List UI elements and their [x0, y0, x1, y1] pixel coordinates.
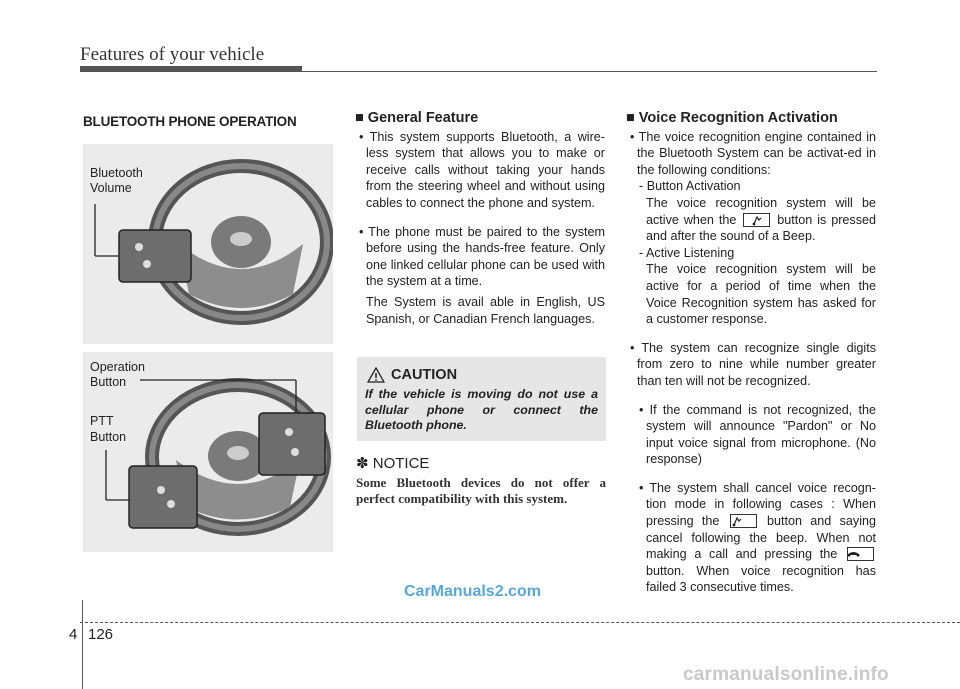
- notice-block: [356, 454, 606, 506]
- figure-label-volume: Volume: [90, 181, 132, 195]
- cancel-text-post: button. When voice recognition has failed 3 consecutive times.: [646, 563, 876, 595]
- caution-header: [367, 367, 598, 383]
- voice-recognition-column: [626, 110, 876, 596]
- notice-text: Some Bluetooth devices do not offer a perfect compatibility with this system.: [356, 475, 606, 506]
- voice-paragraph-1: • The voice recognition engine contained in the Bluetooth System can be activat-ed in the following conditions:: [630, 129, 876, 177]
- general-feature-heading: ■ General Feature: [355, 110, 479, 126]
- voice-recognition-heading: ■ Voice Recognition Activation: [626, 110, 838, 126]
- general-feature-paragraph-3: The System is avail able in English, US Spanish, or Canadian French languages.: [366, 294, 605, 326]
- general-feature-column: [355, 110, 605, 327]
- active-listening-text: The voice recognition system will be active for a period of time when the Voice Recognition system has asked for a customer response.: [646, 262, 876, 327]
- warning-triangle-icon: [367, 367, 385, 383]
- page-number: 126: [88, 626, 114, 643]
- end-call-button-icon: [847, 547, 874, 561]
- talk-button-icon-2: [730, 514, 757, 528]
- figure-label-operation: Operation: [90, 360, 145, 374]
- button-activation-pre: The voice recognition system will be active when the: [646, 195, 876, 227]
- figure-bluetooth-volume: [83, 144, 333, 344]
- button-activation-label: - Button Activation: [639, 179, 741, 194]
- general-feature-paragraph-2: • The phone must be paired to the system before using the hands-free feature. Only one linked cellular phone can be used with the system at a time.: [359, 224, 605, 289]
- general-feature-paragraph-1: • This system supports Bluetooth, a wire-less system that allows you to make or receive calls without taking your hands from the steering wheel and without using cables to connect the phone and system.: [359, 129, 605, 210]
- chapter-number: 4: [69, 626, 78, 643]
- footer-rule: [80, 622, 960, 623]
- active-listening-label: - Active Listening: [639, 245, 735, 260]
- cancel-text-mid: button and saying cancel following the beep. When not making a call and pressing the: [646, 514, 877, 562]
- figure-label-bluetooth: Bluetooth: [90, 166, 143, 180]
- figure-label-ptt: PTT: [90, 414, 114, 428]
- cancel-text-pre: • The system shall cancel voice recogn-tion mode in following cases : When pressing the: [639, 480, 876, 529]
- voice-paragraph-3: • If the command is not recognized, the system will announce "Pardon" or No input voice signal from microphone. (No response): [639, 402, 876, 467]
- figure-operation-ptt: [83, 352, 333, 552]
- page-header-title: Features of your vehicle: [80, 44, 265, 65]
- voice-paragraph-4: [626, 480, 876, 596]
- footer-vertical-rule: [82, 600, 83, 689]
- header-rule: [80, 71, 877, 72]
- figure-label-ptt-button: Button: [90, 430, 127, 444]
- talk-button-icon: [743, 213, 770, 227]
- caution-text: If the vehicle is moving do not use a cellular phone or connect the Bluetooth phone.: [365, 387, 598, 432]
- button-activation-text: [626, 195, 876, 245]
- caution-box: [357, 357, 606, 441]
- button-activation-post: button is pressed and after the sound of a Beep.: [646, 212, 877, 244]
- notice-title: ✽ NOTICE: [356, 455, 430, 472]
- figure-label-button: Button: [90, 375, 127, 389]
- source-watermark: carmanualsonline.info: [683, 664, 889, 685]
- caution-title: CAUTION: [391, 367, 458, 383]
- voice-paragraph-2: • The system can recognize single digits from zero to nine while number greater than ten will not be recognized.: [630, 340, 876, 388]
- section-heading: BLUETOOTH PHONE OPERATION: [83, 114, 297, 129]
- carmanuals-watermark: CarManuals2.com: [404, 583, 541, 600]
